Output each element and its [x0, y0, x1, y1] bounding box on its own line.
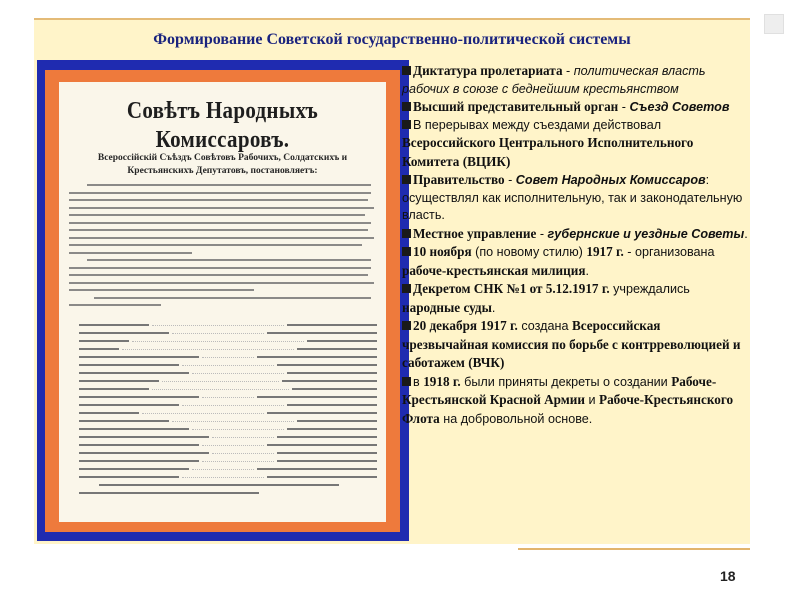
footer-divider: [518, 548, 750, 550]
list-item: 10 ноября (по новому стилю) 1917 г. - организована рабоче-крестьянская милиция.: [402, 244, 715, 278]
page-number: 18: [720, 568, 736, 584]
list-item: 20 декабря 1917 г. создана Всероссийская чрезвычайная комиссия по борьбе с контрреволюцией и саботажем (ВЧК): [402, 318, 741, 370]
poster-body-text: [69, 184, 377, 312]
poster-heading: Совѣтъ Народныхъ Комиссаровъ.: [126, 96, 319, 153]
poster-list: [69, 324, 377, 500]
list-item: В перерывах между съездами действовал Всероссийского Центрального Исполнительного Комитета (ВЦИК): [402, 117, 694, 169]
checkbox-bullet-icon: [402, 175, 411, 184]
checkbox-bullet-icon: [402, 66, 411, 75]
checkbox-bullet-icon: [402, 102, 411, 111]
poster-image: [45, 70, 400, 532]
checkbox-bullet-icon: [402, 247, 411, 256]
list-item: Высший представительный орган - Съезд Советов: [402, 98, 750, 117]
list-item: в 1918 г. были приняты декреты о создании Рабоче-Крестьянской Красной Армии и Рабоче-Крестьянского Флота на добровольной основе.: [402, 373, 734, 426]
checkbox-bullet-icon: [402, 120, 411, 129]
checkbox-bullet-icon: [402, 229, 411, 238]
list-item: Правительство - Совет Народных Комиссаров: осуществлял как исполнительную, так и законодательную власть.: [402, 172, 743, 222]
checkbox-bullet-icon: [402, 284, 411, 293]
checkbox-bullet-icon: [402, 377, 411, 386]
slide-title: Формирование Советской государственно-политической системы: [153, 31, 631, 48]
bullet-list: [402, 62, 750, 428]
corner-icon: [764, 14, 784, 34]
list-item: Декретом СНК №1 от 5.12.1917 г. учреждались народные суды.: [402, 281, 690, 315]
list-item: Местное управление - губернские и уездные Советы.: [402, 225, 750, 244]
poster-paper: [59, 82, 386, 522]
checkbox-bullet-icon: [402, 321, 411, 330]
list-item: Диктатура пролетариата - политическая власть рабочих в союзе с беднейшим крестьянством: [402, 63, 706, 96]
poster-subheading: Всероссійскій Съѣздъ Совѣтовъ Рабочихъ, Солдатскихъ и Крестьянскихъ Депутатовъ, постановляетъ:: [97, 153, 348, 176]
